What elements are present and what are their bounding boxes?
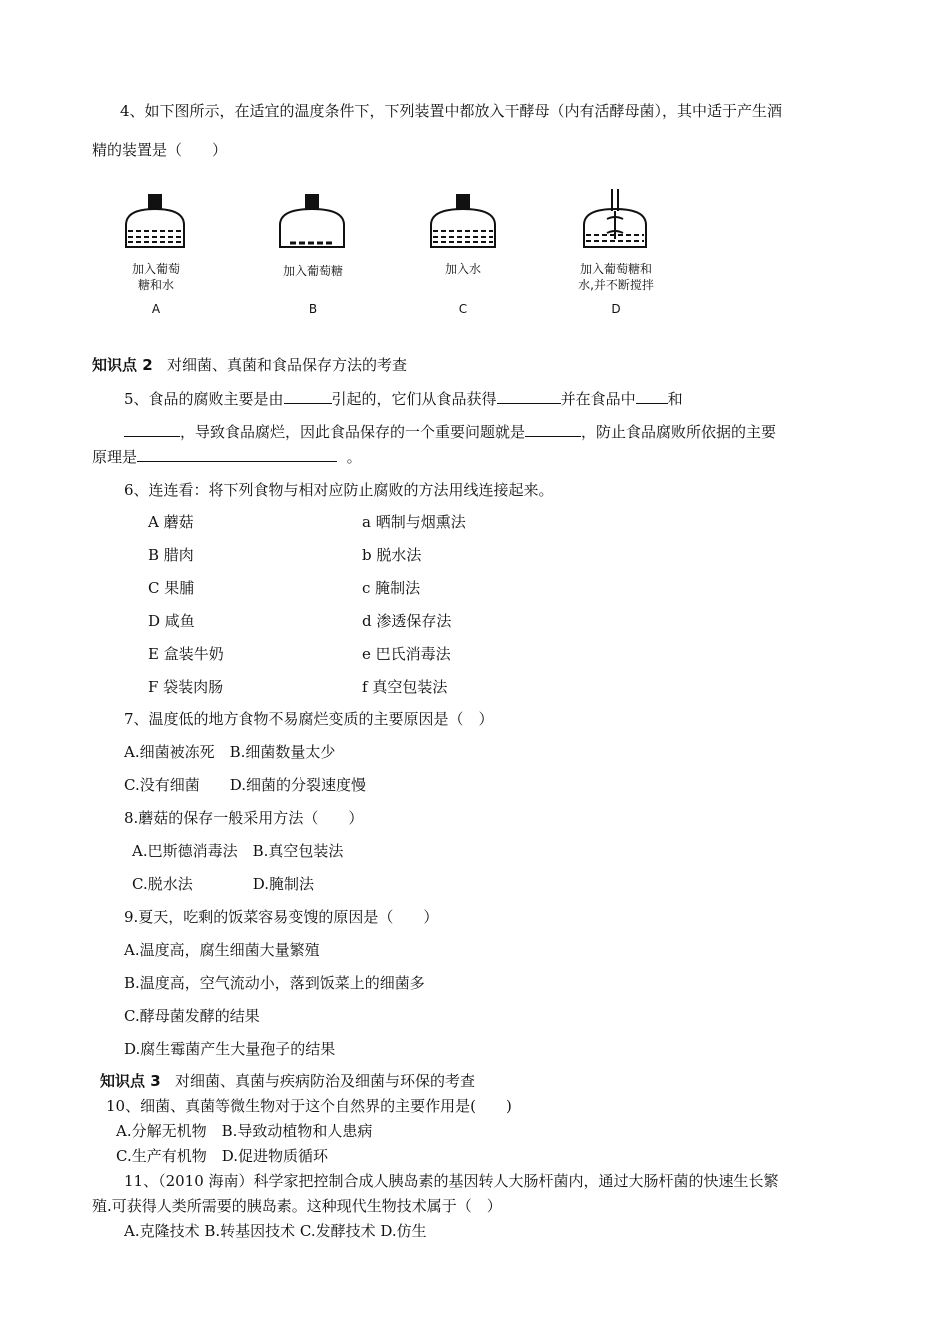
caption-b-line1: 加入葡萄糖: [282, 264, 343, 278]
caption-a-line2: 糖和水: [137, 278, 174, 292]
q5-text-7: 原理是: [92, 448, 138, 466]
caption-d-line1: 加入葡萄糖和: [579, 262, 652, 276]
q6-left-item[interactable]: A 蘑菇: [148, 513, 194, 531]
apparatus-a: [126, 195, 184, 247]
q5-line1: [124, 388, 683, 409]
q10-options-2[interactable]: C.生产有机物 D.促进物质循环: [116, 1147, 328, 1165]
q6-right-item[interactable]: f 真空包装法: [362, 678, 448, 696]
q5-line3: [92, 446, 362, 467]
q6-right-item[interactable]: c 腌制法: [362, 579, 421, 597]
section-heading-3: [100, 1071, 475, 1091]
caption-c-line1: 加入水: [444, 262, 481, 276]
q4-line1: 4、如下图所示，在适宜的温度条件下，下列装置中都放入干酵母（内有活酵母菌），其中适于产生酒: [120, 102, 783, 120]
q6-left-item[interactable]: F 袋装肉肠: [148, 678, 224, 696]
caption-a-line1: 加入葡萄: [131, 262, 180, 276]
caption-c-letter: C: [458, 302, 468, 316]
caption-d-letter: D: [611, 302, 621, 316]
q9-title: 9.夏天，吃剩的饭菜容易变馊的原因是（ ）: [124, 908, 439, 926]
q11-line1: 11、（2010 海南）科学家把控制合成人胰岛素的基因转人大肠杆菌内，通过大肠杆菌的快速生长繁: [124, 1172, 779, 1190]
q5-text-3: 并在食品中: [560, 390, 636, 408]
q5-text-8: 。: [346, 448, 362, 466]
q10-options-1[interactable]: A.分解无机物 B.导致动植物和人患病: [116, 1122, 373, 1140]
q6-left-item[interactable]: D 咸鱼: [148, 612, 195, 630]
apparatus-d: [584, 189, 646, 247]
section-label-2: 知识点 2: [92, 356, 153, 374]
q8-title: 8.蘑菇的保存一般采用方法（ ）: [124, 809, 364, 827]
q6-left-item[interactable]: C 果脯: [148, 579, 195, 597]
q5-blank-6[interactable]: [137, 446, 337, 462]
q5-blank-3[interactable]: [636, 388, 668, 404]
q9-option-c[interactable]: C.酵母菌发酵的结果: [124, 1007, 260, 1025]
apparatus-drawings: [118, 185, 698, 270]
q6-right-item[interactable]: e 巴氏消毒法: [362, 645, 451, 663]
q4-line2: 精的装置是（ ）: [92, 141, 228, 159]
q5-blank-2[interactable]: [497, 388, 561, 404]
caption-d-line2: 水,并不断搅拌: [578, 278, 654, 292]
section-heading-2: [92, 355, 407, 375]
q8-options-1[interactable]: A.巴斯德消毒法 B.真空包装法: [132, 842, 344, 860]
caption-a-letter: A: [151, 302, 161, 316]
q9-option-b[interactable]: B.温度高，空气流动小，落到饭菜上的细菌多: [124, 974, 425, 992]
q5-text-2: 引起的，它们从食品获得: [331, 390, 497, 408]
q5-blank-1[interactable]: [284, 388, 332, 404]
q7-options-2[interactable]: C.没有细菌 D.细菌的分裂速度慢: [124, 776, 366, 794]
q5-blank-4[interactable]: [124, 421, 180, 437]
q6-right-item[interactable]: b 脱水法: [362, 546, 422, 564]
q5-blank-5[interactable]: [525, 421, 581, 437]
q8-options-2[interactable]: C.脱水法 D.腌制法: [132, 875, 314, 893]
q10-title: 10、细菌、真菌等微生物对于这个自然界的主要作用是( ): [106, 1097, 512, 1115]
q5-line2: [124, 421, 776, 442]
q7-title: 7、温度低的地方食物不易腐烂变质的主要原因是（ ）: [124, 710, 494, 728]
q11-line2: 殖.可获得人类所需要的胰岛素。这种现代生物技术属于（ ）: [92, 1197, 502, 1215]
q5-text-4: 和: [667, 390, 683, 408]
q5-text-6: ，防止食品腐败所依据的主要: [581, 423, 777, 441]
q5-text-1: 5、食品的腐败主要是由: [124, 390, 284, 408]
q7-options-1[interactable]: A.细菌被冻死 B.细菌数量太少: [124, 743, 336, 761]
caption-b-letter: B: [308, 302, 318, 316]
section-title-2: 对细菌、真菌和食品保存方法的考查: [166, 356, 407, 374]
q5-text-5: ，导致食品腐烂，因此食品保存的一个重要问题就是: [180, 423, 526, 441]
section-label-3: 知识点 3: [100, 1072, 161, 1090]
section-title-3: 对细菌、真菌与疾病防治及细菌与环保的考查: [174, 1072, 475, 1090]
q9-option-a[interactable]: A.温度高，腐生细菌大量繁殖: [124, 941, 320, 959]
apparatus-b: [280, 195, 344, 247]
q11-options[interactable]: A.克隆技术 B.转基因技术 C.发酵技术 D.仿生: [124, 1222, 427, 1240]
apparatus-figure: [118, 185, 698, 325]
q9-option-d[interactable]: D.腐生霉菌产生大量孢子的结果: [124, 1040, 336, 1058]
q6-right-item[interactable]: a 晒制与烟熏法: [362, 513, 466, 531]
q6-left-item[interactable]: B 腊肉: [148, 546, 194, 564]
apparatus-c: [431, 195, 495, 247]
q6-right-item[interactable]: d 渗透保存法: [362, 612, 452, 630]
q6-left-item[interactable]: E 盒装牛奶: [148, 645, 224, 663]
q6-title: 6、连连看：将下列食物与相对应防止腐败的方法用线连接起来。: [124, 481, 554, 499]
